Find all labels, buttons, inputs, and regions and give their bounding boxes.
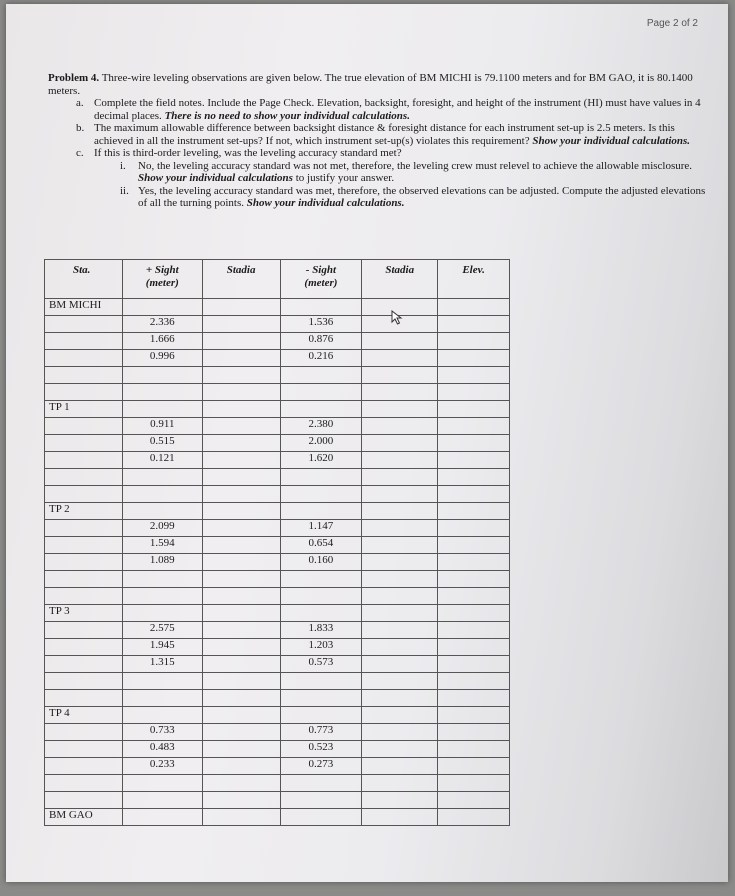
table-cell	[438, 707, 510, 724]
header-plus-sight: + Sight (meter)	[122, 260, 202, 299]
table-cell	[362, 809, 438, 826]
table-row	[45, 707, 510, 724]
table-row	[45, 486, 510, 503]
table-cell	[45, 639, 123, 656]
table-cell	[362, 452, 438, 469]
table-cell	[202, 401, 280, 418]
table-cell	[45, 741, 123, 758]
table-cell	[280, 775, 362, 792]
table-cell	[45, 350, 123, 367]
table-cell	[438, 554, 510, 571]
minus-sight-cell: 2.380	[280, 418, 362, 435]
minus-sight-cell: 0.160	[280, 554, 362, 571]
table-cell	[45, 486, 123, 503]
table-row	[45, 724, 510, 741]
table-cell	[438, 792, 510, 809]
table-cell	[202, 622, 280, 639]
table-cell	[280, 588, 362, 605]
station-cell: BM GAO	[45, 809, 123, 826]
table-cell	[202, 316, 280, 333]
table-cell	[362, 401, 438, 418]
table-cell	[202, 707, 280, 724]
table-cell	[438, 384, 510, 401]
plus-sight-cell: 1.089	[122, 554, 202, 571]
table-cell	[122, 792, 202, 809]
table-cell	[362, 350, 438, 367]
table-cell	[438, 758, 510, 775]
table-row	[45, 333, 510, 350]
station-cell: BM MICHI	[45, 299, 123, 316]
table-cell	[438, 588, 510, 605]
table-row	[45, 384, 510, 401]
table-cell	[438, 571, 510, 588]
minus-sight-cell: 0.216	[280, 350, 362, 367]
table-cell	[45, 367, 123, 384]
document-page	[6, 4, 728, 882]
mouse-cursor-icon	[390, 310, 404, 326]
table-cell	[122, 588, 202, 605]
field-notes-table	[44, 259, 510, 826]
table-cell	[45, 418, 123, 435]
table-cell	[202, 537, 280, 554]
table-cell	[202, 333, 280, 350]
minus-sight-cell: 1.833	[280, 622, 362, 639]
table-cell	[438, 673, 510, 690]
minus-sight-cell: 0.523	[280, 741, 362, 758]
table-cell	[122, 673, 202, 690]
table-header-row	[45, 260, 510, 299]
table-cell	[362, 673, 438, 690]
table-cell	[438, 452, 510, 469]
table-cell	[45, 724, 123, 741]
header-sta: Sta.	[45, 260, 123, 299]
table-cell	[202, 639, 280, 656]
table-cell	[362, 605, 438, 622]
table-cell	[45, 792, 123, 809]
table-cell	[280, 571, 362, 588]
plus-sight-cell: 0.233	[122, 758, 202, 775]
minus-sight-cell: 1.620	[280, 452, 362, 469]
table-cell	[122, 775, 202, 792]
table-cell	[45, 775, 123, 792]
table-cell	[362, 724, 438, 741]
table-cell	[202, 758, 280, 775]
table-cell	[202, 673, 280, 690]
table-cell	[438, 724, 510, 741]
table-cell	[438, 435, 510, 452]
table-cell	[362, 418, 438, 435]
table-row	[45, 792, 510, 809]
table-cell	[438, 418, 510, 435]
plus-sight-cell: 1.594	[122, 537, 202, 554]
table-row	[45, 809, 510, 826]
table-cell	[438, 537, 510, 554]
table-cell	[202, 503, 280, 520]
plus-sight-cell: 0.515	[122, 435, 202, 452]
minus-sight-cell: 0.876	[280, 333, 362, 350]
item-c-ii: ii. Yes, the leveling accuracy standard was met, therefore, the observed elevations can be adjusted. Compute the adjusted elevations of all the turning points. Show your individual calculations.	[120, 184, 706, 209]
table-cell	[45, 571, 123, 588]
table-cell	[438, 486, 510, 503]
table-cell	[280, 792, 362, 809]
table-cell	[362, 741, 438, 758]
plus-sight-cell: 2.099	[122, 520, 202, 537]
plus-sight-cell: 1.945	[122, 639, 202, 656]
table-cell	[362, 537, 438, 554]
table-cell	[362, 622, 438, 639]
table-cell	[362, 333, 438, 350]
table-cell	[202, 384, 280, 401]
table-cell	[362, 435, 438, 452]
page-number: Page 2 of 2	[646, 18, 698, 29]
station-cell: TP 1	[45, 401, 123, 418]
table-cell	[45, 520, 123, 537]
header-stadia-2: Stadia	[362, 260, 438, 299]
table-cell	[122, 384, 202, 401]
table-cell	[122, 690, 202, 707]
table-row	[45, 503, 510, 520]
minus-sight-cell: 0.573	[280, 656, 362, 673]
table-cell	[438, 690, 510, 707]
table-cell	[202, 469, 280, 486]
table-cell	[362, 707, 438, 724]
table-row	[45, 316, 510, 333]
table-row	[45, 673, 510, 690]
table-cell	[122, 367, 202, 384]
table-cell	[202, 367, 280, 384]
table-cell	[122, 707, 202, 724]
table-row	[45, 469, 510, 486]
table-cell	[362, 639, 438, 656]
minus-sight-cell: 0.273	[280, 758, 362, 775]
station-cell: TP 3	[45, 605, 123, 622]
table-row	[45, 452, 510, 469]
table-cell	[362, 503, 438, 520]
table-cell	[202, 554, 280, 571]
table-cell	[45, 622, 123, 639]
table-cell	[280, 605, 362, 622]
table-cell	[202, 690, 280, 707]
table-row	[45, 656, 510, 673]
table-cell	[45, 537, 123, 554]
table-cell	[45, 435, 123, 452]
table-cell	[122, 605, 202, 622]
table-cell	[122, 401, 202, 418]
table-row	[45, 690, 510, 707]
table-cell	[45, 690, 123, 707]
table-cell	[202, 486, 280, 503]
header-stadia-1: Stadia	[202, 260, 280, 299]
table-cell	[362, 792, 438, 809]
table-cell	[438, 316, 510, 333]
table-cell	[45, 384, 123, 401]
table-cell	[45, 316, 123, 333]
table-row	[45, 537, 510, 554]
table-cell	[122, 486, 202, 503]
table-cell	[438, 367, 510, 384]
minus-sight-cell: 1.147	[280, 520, 362, 537]
table-cell	[362, 690, 438, 707]
table-cell	[280, 809, 362, 826]
table-row	[45, 418, 510, 435]
table-cell	[202, 571, 280, 588]
table-cell	[202, 418, 280, 435]
table-row	[45, 367, 510, 384]
station-cell: TP 2	[45, 503, 123, 520]
table-cell	[202, 775, 280, 792]
table-cell	[45, 333, 123, 350]
plus-sight-cell: 1.666	[122, 333, 202, 350]
minus-sight-cell: 1.536	[280, 316, 362, 333]
minus-sight-cell: 2.000	[280, 435, 362, 452]
table-cell	[122, 299, 202, 316]
table-cell	[280, 690, 362, 707]
table-cell	[122, 571, 202, 588]
table-cell	[438, 622, 510, 639]
plus-sight-cell: 0.996	[122, 350, 202, 367]
table-cell	[362, 367, 438, 384]
table-cell	[362, 384, 438, 401]
item-c: c. If this is third-order leveling, was the leveling accuracy standard met?	[76, 147, 402, 159]
table-cell	[122, 809, 202, 826]
item-b: b. The maximum allowable difference between backsight distance & foresight distance for each instrument set-up is 2.5 meters. Is this achieved in all the instrument set-ups? If not, which instrument set-up(s) violates this requirement? Show your individual calculations.	[76, 122, 691, 147]
table-cell	[45, 673, 123, 690]
minus-sight-cell: 0.773	[280, 724, 362, 741]
problem-statement	[48, 72, 708, 210]
table-cell	[362, 486, 438, 503]
table-cell	[280, 401, 362, 418]
table-row	[45, 605, 510, 622]
table-cell	[438, 503, 510, 520]
item-c-i: i. No, the leveling accuracy standard was not met, therefore, the leveling crew must relevel to achieve the allowable misclosure. Show your individual calculations to justify your answer.	[120, 159, 693, 184]
table-cell	[202, 724, 280, 741]
table-cell	[362, 469, 438, 486]
table-cell	[202, 452, 280, 469]
table-cell	[202, 809, 280, 826]
table-cell	[438, 639, 510, 656]
table-cell	[438, 350, 510, 367]
table-cell	[362, 554, 438, 571]
table-row	[45, 401, 510, 418]
table-cell	[280, 707, 362, 724]
table-row	[45, 588, 510, 605]
table-row	[45, 775, 510, 792]
table-cell	[202, 588, 280, 605]
table-cell	[362, 571, 438, 588]
table-row	[45, 622, 510, 639]
plus-sight-cell: 0.733	[122, 724, 202, 741]
station-cell: TP 4	[45, 707, 123, 724]
table-cell	[202, 741, 280, 758]
plus-sight-cell: 1.315	[122, 656, 202, 673]
table-cell	[280, 367, 362, 384]
table-cell	[45, 758, 123, 775]
table-row	[45, 554, 510, 571]
plus-sight-cell: 0.121	[122, 452, 202, 469]
table-cell	[362, 775, 438, 792]
table-row	[45, 639, 510, 656]
table-cell	[362, 656, 438, 673]
table-cell	[202, 605, 280, 622]
table-cell	[438, 469, 510, 486]
table-row	[45, 571, 510, 588]
table-cell	[202, 299, 280, 316]
table-cell	[280, 469, 362, 486]
table-cell	[438, 605, 510, 622]
table-cell	[438, 656, 510, 673]
table-cell	[45, 452, 123, 469]
minus-sight-cell: 0.654	[280, 537, 362, 554]
header-elev: Elev.	[438, 260, 510, 299]
table-cell	[280, 503, 362, 520]
table-cell	[438, 401, 510, 418]
table-cell	[202, 792, 280, 809]
table-cell	[438, 299, 510, 316]
table-cell	[362, 520, 438, 537]
table-cell	[438, 520, 510, 537]
table-row	[45, 758, 510, 775]
table-cell	[45, 656, 123, 673]
table-row	[45, 741, 510, 758]
minus-sight-cell: 1.203	[280, 639, 362, 656]
problem-intro: Problem 4. Three-wire leveling observations are given below. The true elevation of BM MICHI is 79.1100 meters and for BM GAO, it is 80.1400 meters.	[48, 72, 693, 97]
table-cell	[122, 469, 202, 486]
table-body	[45, 299, 510, 826]
table-cell	[202, 520, 280, 537]
table-cell	[362, 758, 438, 775]
table-cell	[438, 775, 510, 792]
table-row	[45, 299, 510, 316]
table-cell	[45, 588, 123, 605]
table-cell	[280, 673, 362, 690]
table-cell	[202, 435, 280, 452]
plus-sight-cell: 2.336	[122, 316, 202, 333]
table-row	[45, 350, 510, 367]
item-a: a. Complete the field notes. Include the Page Check. Elevation, backsight, foresight, and height of the instrument (HI) must have values in 4 decimal places. There is no need to show your individual calculations.	[76, 97, 701, 122]
plus-sight-cell: 0.483	[122, 741, 202, 758]
table-cell	[45, 469, 123, 486]
table-cell	[438, 333, 510, 350]
table-cell	[280, 299, 362, 316]
table-cell	[202, 656, 280, 673]
table-cell	[280, 384, 362, 401]
table-cell	[438, 809, 510, 826]
header-minus-sight: - Sight (meter)	[280, 260, 362, 299]
table-cell	[202, 350, 280, 367]
plus-sight-cell: 0.911	[122, 418, 202, 435]
table-row	[45, 435, 510, 452]
table-cell	[438, 741, 510, 758]
table-cell	[362, 588, 438, 605]
table-cell	[45, 554, 123, 571]
plus-sight-cell: 2.575	[122, 622, 202, 639]
table-row	[45, 520, 510, 537]
table-cell	[122, 503, 202, 520]
table-cell	[280, 486, 362, 503]
